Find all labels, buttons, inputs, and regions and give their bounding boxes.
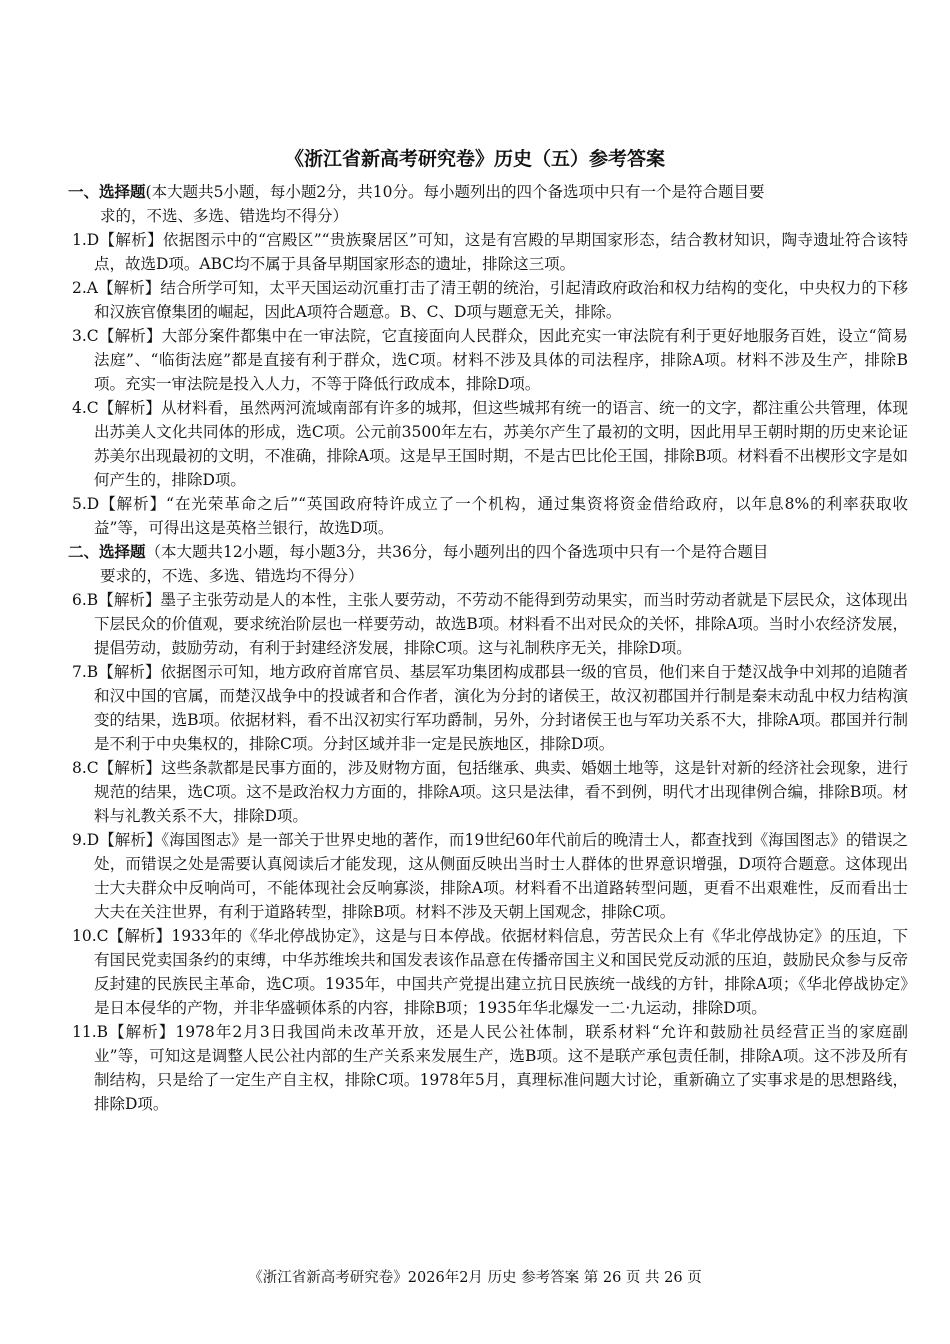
- item-text: C【解析】这些条款都是民事方面的，涉及财物方面，包括继承、典卖、婚姻土地等，这是针对新的经济社会现象，进行规范的结果，选C项。这不是政治权力方面的，排除A项。这只是法律，看不到例，明代才出现律例合编，排除B项。材料与礼教关系不大，排除D项。: [86, 759, 908, 825]
- answer-item-6: [68, 588, 908, 660]
- item-text: D【解析】“在光荣革命之后”“英国政府特许成立了一个机构，通过集资将资金借给政府，以年息8%的利率获取收益”等，可得出这是英格兰银行，故选D项。: [86, 495, 908, 537]
- item-text: B【解析】依据图示可知，地方政府首席官员、基层军功集团构成郡县一级的官员，他们来自于楚汉战争中刘邦的追随者和汉中国的官属，而楚汉战争中的投诚者和合作者，演化为分封的诸侯王，故汉初郡国并行制是秦末动乱中权力结构演变的结果，选B项。依据材料，看不出汉初实行军功爵制，另外，分封诸侯王也与军功关系不大，排除A项。郡国并行制是不利于中央集权的，排除C项。分封区域并非一定是民族地区，排除D项。: [86, 663, 908, 753]
- answer-item-2: [68, 276, 908, 324]
- answer-item-3: [68, 324, 908, 396]
- item-number: 10.: [72, 927, 97, 945]
- item-text: B【解析】墨子主张劳动是人的本性，主张人要劳动，不劳动不能得到劳动果实，而当时劳动者就是下层民众，这体现出下层民众的价值观，要求统治阶层也一样要劳动，故选B项。材料看不出对民众的关怀，排除A项。当时小农经济发展，提倡劳动，鼓励劳动，有利于封建经济发展，排除C项。这与礼制秩序无关，排除D项。: [86, 591, 908, 657]
- section-2-desc-line2: 要求的，不选、多选、错选均不得分）: [100, 567, 364, 585]
- item-number: 3.: [72, 327, 87, 345]
- answer-item-11: [68, 1020, 908, 1116]
- section-2-desc-line1: （本大题共12小题，每小题3分，共36分，每小题列出的四个备选项中只有一个是符合题目: [145, 543, 769, 561]
- item-text: C【解析】1933年的《华北停战协定》，这是与日本停战。依据材料信息，劳苦民众上有《华北停战协定》的压迫，下有国民党卖国条约的束缚，中华苏维埃共和国发表该作品意在传播帝国主义和国民党反动派的压迫，鼓励民众参与反帝反封建的民族民主革命，选C项。1935年，中国共产党提出建立抗日民族统一战线的方针，排除A项；《华北停战协定》是日本侵华的产物，并非华盛顿体系的内容，排除B项；1935年华北爆发一二·九运动，排除D项。: [94, 927, 908, 1017]
- answer-item-8: [68, 756, 908, 828]
- item-number: 1.: [72, 231, 87, 249]
- answer-item-9: [68, 828, 908, 924]
- item-number: 4.: [72, 399, 87, 417]
- section-2-heading: [68, 540, 908, 588]
- answer-item-4: [68, 396, 908, 492]
- item-number: 9.: [72, 831, 87, 849]
- page-title: 《浙江省新高考研究卷》历史（五）参考答案: [284, 148, 665, 170]
- item-text: D【解析】依据图示中的“宫殿区”“贵族聚居区”可知，这是有宫殿的早期国家形态，结合教材知识，陶寺遗址符合该特点，故选D项。ABC均不属于具备早期国家形态的遗址，排除这三项。: [86, 231, 908, 273]
- section-2-label: 二、选择题: [68, 542, 146, 561]
- section-1-label: 一、选择题: [68, 182, 146, 201]
- section-1-desc-line2: 求的，不选、多选、错选均不得分）: [100, 207, 349, 225]
- item-number: 7.: [72, 663, 87, 681]
- item-text: C【解析】大部分案件都集中在一审法院，它直接面向人民群众，因此充实一审法院有利于更好地服务百姓，设立“简易法庭”、“临街法庭”都是直接有利于群众，选C项。材料不涉及具体的司法程序，排除A项。材料不涉及生产，排除B项。充实一审法院是投入人力，不等于降低行政成本，排除D项。: [86, 327, 908, 393]
- item-text: D【解析】《海国图志》是一部关于世界史地的著作，而19世纪60年代前后的晚清士人，都查找到《海国图志》的错误之处，而错误之处是需要认真阅读后才能发现，这从侧面反映出当时士人群体的世界意识增强，D项符合题意。这体现出士大夫群众中反响尚可，不能体现社会反响寡淡，排除A项。材料看不出道路转型问题，更看不出艰难性，反而看出士大夫在关注世界，有利于道路转型，排除B项。材料不涉及天朝上国观念，排除C项。: [86, 831, 908, 921]
- answer-item-5: [68, 492, 908, 540]
- section-1-desc-line1: (本大题共5小题，每小题2分，共10分。每小题列出的四个备选项中只有一个是符合题目要: [145, 183, 765, 201]
- answer-content: [68, 180, 908, 1116]
- answer-item-7: [68, 660, 908, 756]
- item-text: B【解析】1978年2月3日我国尚未改革开放，还是人民公社体制，联系材料“允许和鼓励社员经营正当的家庭副业”等，可知这是调整人民公社内部的生产关系来发展生产，选B项。这不是联产承包责任制，排除A项。这不涉及所有制结构，只是给了一定生产自主权，排除C项。1978年5月，真理标准问题大讨论，重新确立了实事求是的思想路线，排除D项。: [94, 1023, 908, 1113]
- item-text: C【解析】从材料看，虽然两河流域南部有许多的城邦，但这些城邦有统一的语言、统一的文字，都注重公共管理，体现出苏美人文化共同体的形成，选C项。公元前3500年左右，苏美尔产生了最初的文明，因此用早王朝时期的历史来论证苏美尔出现最初的文明，不准确，排除A项。这是早王国时期，不是古巴比伦王国，排除B项。材料看不出楔形文字是如何产生的，排除D项。: [86, 399, 908, 489]
- item-text: A【解析】结合所学可知，太平天国运动沉重打击了清王朝的统治，引起清政府政治和权力结构的变化，中央权力的下移和汉族官僚集团的崛起，因此A项符合题意。B、C、D项与题意无关，排除。: [86, 279, 908, 321]
- section-1-heading: [68, 180, 908, 228]
- answer-item-1: [68, 228, 908, 276]
- item-number: 6.: [72, 591, 87, 609]
- answer-item-10: [68, 924, 908, 1020]
- item-number: 8.: [72, 759, 87, 777]
- item-number: 2.: [72, 279, 87, 297]
- item-number: 11.: [72, 1023, 97, 1041]
- item-number: 5.: [72, 495, 87, 513]
- page-footer: 《浙江省新高考研究卷》2026年2月 历史 参考答案 第 26 页 共 26 页: [248, 1270, 702, 1286]
